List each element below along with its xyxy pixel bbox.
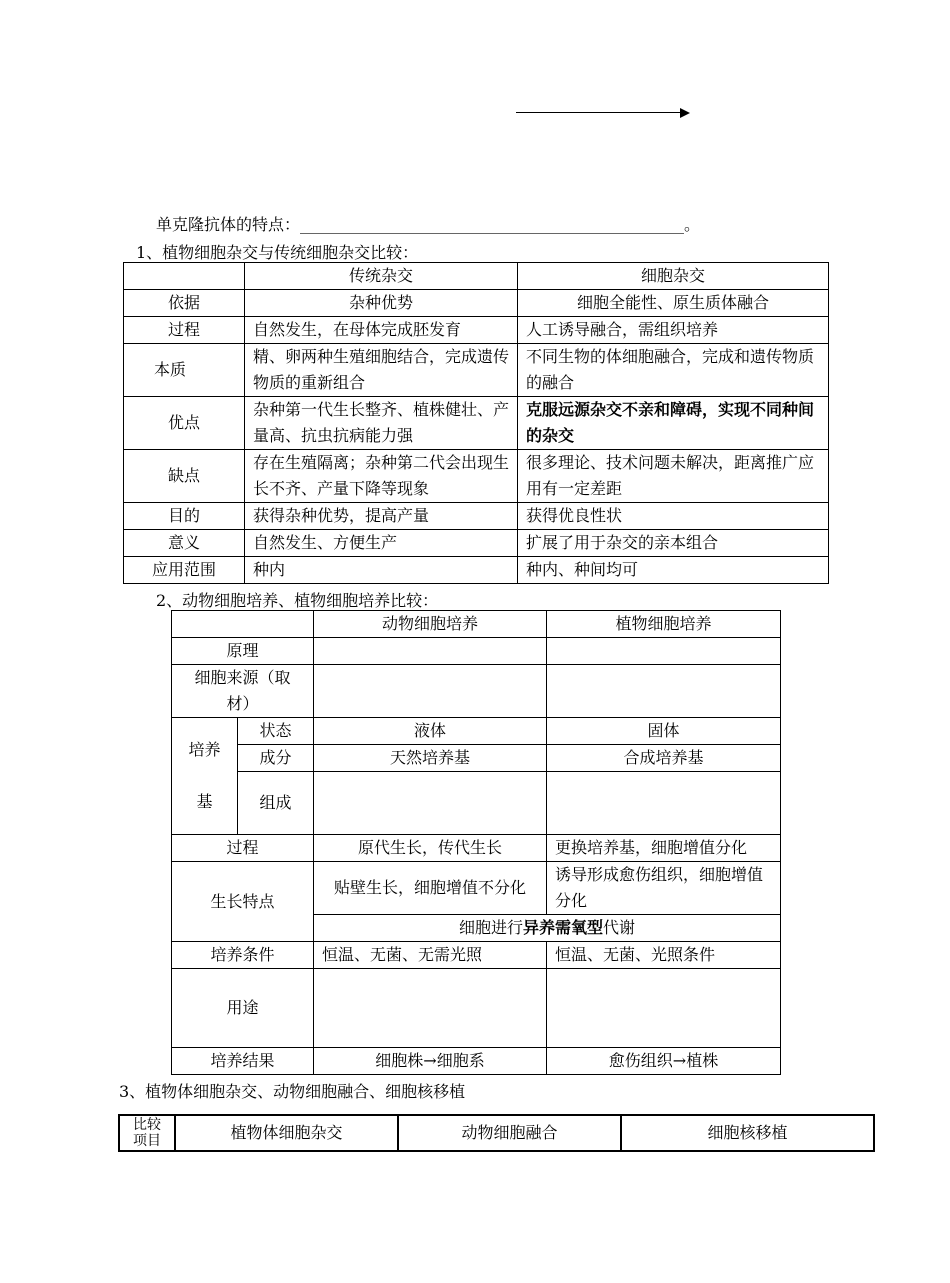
metab-bold-text: 异养需氧型 <box>522 918 603 937</box>
empty-cell[interactable] <box>547 772 781 835</box>
table-cell: 愈伤组织→植株 <box>547 1048 781 1075</box>
table-row <box>124 317 829 344</box>
table-cell: 液体 <box>314 718 547 745</box>
header-cell: 细胞杂交 <box>518 263 829 290</box>
empty-cell[interactable] <box>314 638 547 665</box>
table-header-row <box>124 263 829 290</box>
empty-cell[interactable] <box>547 665 781 718</box>
table-cell: 种内 <box>245 557 518 584</box>
empty-cell[interactable] <box>314 969 547 1048</box>
table-cell: 贴壁生长，细胞增值不分化 <box>314 862 547 915</box>
table-cell: 细胞全能性、原生质体融合 <box>518 290 829 317</box>
section1-title: 1、植物细胞杂交与传统细胞杂交比较： <box>136 243 419 262</box>
table-cell: 固体 <box>547 718 781 745</box>
table-row <box>124 290 829 317</box>
table-cell: 获得优良性状 <box>518 503 829 530</box>
header-cell <box>124 263 245 290</box>
table-row <box>172 745 781 772</box>
row-label: 用途 <box>172 969 314 1048</box>
table-cell: 不同生物的体细胞融合，完成和遗传物质的融合 <box>518 344 829 397</box>
medium-label-b: 基 <box>196 792 213 811</box>
header-cell: 动物细胞培养 <box>314 611 547 638</box>
table-cell: 很多理论、技术问题未解决，距离推广应用有一定差距 <box>518 450 829 503</box>
row-label: 过程 <box>172 835 314 862</box>
table-cell: 存在生殖隔离；杂种第二代会出现生长不齐、产量下降等现象 <box>245 450 518 503</box>
table-cell: 自然发生、方便生产 <box>245 530 518 557</box>
header-cell: 传统杂交 <box>245 263 518 290</box>
mab-blank[interactable]: ________________________________________________ <box>300 215 685 234</box>
row-label: 目的 <box>124 503 245 530</box>
section3-title: 3、植物体细胞杂交、动物细胞融合、细胞核移植 <box>119 1082 466 1101</box>
mab-label: 单克隆抗体的特点： <box>156 215 301 234</box>
empty-cell[interactable] <box>547 969 781 1048</box>
row-label: 依据 <box>124 290 245 317</box>
table-cell: 人工诱导融合，需组织培养 <box>518 317 829 344</box>
arrow-head-icon <box>680 108 690 118</box>
empty-cell[interactable] <box>547 638 781 665</box>
table-cell: 原代生长，传代生长 <box>314 835 547 862</box>
table-row <box>172 969 781 1048</box>
header-cell: 植物细胞培养 <box>547 611 781 638</box>
row-label: 优点 <box>124 397 245 450</box>
table-row <box>172 862 781 915</box>
table-cell: 恒温、无菌、光照条件 <box>547 942 781 969</box>
metabolism-cell <box>314 915 781 942</box>
table-row <box>124 503 829 530</box>
row-label: 成分 <box>238 745 314 772</box>
table-cell: 精、卵两种生殖细胞结合，完成遗传物质的重新组合 <box>245 344 518 397</box>
header-cell: 细胞核移植 <box>621 1115 874 1151</box>
row-label: 生长特点 <box>172 862 314 942</box>
hybrid-comparison-table <box>123 262 829 584</box>
row-label: 组成 <box>238 772 314 835</box>
table-cell: 扩展了用于杂交的亲本组合 <box>518 530 829 557</box>
metab-text: 代谢 <box>603 918 636 937</box>
mab-end: 。 <box>684 215 701 234</box>
table-cell: 克服远源杂交不亲和障碍，实现不同种间的杂交 <box>518 397 829 450</box>
section2-title: 2、动物细胞培养、植物细胞培养比较： <box>156 591 439 610</box>
empty-cell[interactable] <box>314 772 547 835</box>
row-label: 过程 <box>124 317 245 344</box>
row-label: 细胞来源（取材） <box>172 665 314 718</box>
mab-line <box>156 212 700 235</box>
table-cell: 诱导形成愈伤组织，细胞增值分化 <box>547 862 781 915</box>
table-row <box>172 638 781 665</box>
table-row <box>124 557 829 584</box>
table-row <box>124 397 829 450</box>
row-label: 缺点 <box>124 450 245 503</box>
table-cell: 杂种优势 <box>245 290 518 317</box>
table-row <box>172 718 781 745</box>
compare-item-label: 比较项目 <box>133 1117 161 1149</box>
medium-label-a: 培养 <box>188 740 221 759</box>
culture-comparison-table <box>171 610 781 1075</box>
table-cell: 细胞株→细胞系 <box>314 1048 547 1075</box>
table-header-row <box>119 1115 874 1151</box>
header-cell: 动物细胞融合 <box>398 1115 621 1151</box>
table-row <box>124 530 829 557</box>
header-cell: 植物体细胞杂交 <box>175 1115 398 1151</box>
table-row <box>124 344 829 397</box>
table-cell: 天然培养基 <box>314 745 547 772</box>
row-label: 意义 <box>124 530 245 557</box>
row-label: 原理 <box>172 638 314 665</box>
table-row <box>172 942 781 969</box>
row-label: 应用范围 <box>124 557 245 584</box>
row-label: 本质 <box>124 344 245 397</box>
table-row <box>124 450 829 503</box>
table-row <box>172 1048 781 1075</box>
table-cell: 自然发生，在母体完成胚发育 <box>245 317 518 344</box>
table-cell: 恒温、无菌、无需光照 <box>314 942 547 969</box>
table-cell: 获得杂种优势，提高产量 <box>245 503 518 530</box>
table-cell: 种内、种间均可 <box>518 557 829 584</box>
arrow-line <box>516 112 680 113</box>
header-cell <box>172 611 314 638</box>
table-row <box>172 835 781 862</box>
table-header-row <box>172 611 781 638</box>
table-row <box>172 665 781 718</box>
table-cell: 杂种第一代生长整齐、植株健壮、产量高、抗虫抗病能力强 <box>245 397 518 450</box>
row-label: 培养结果 <box>172 1048 314 1075</box>
table-row <box>172 772 781 835</box>
empty-cell[interactable] <box>314 665 547 718</box>
table-cell: 更换培养基，细胞增值分化 <box>547 835 781 862</box>
metab-text: 细胞进行 <box>458 918 523 937</box>
table-cell: 合成培养基 <box>547 745 781 772</box>
medium-label <box>172 718 238 835</box>
row-label: 状态 <box>238 718 314 745</box>
header-cell <box>119 1115 175 1151</box>
row-label: 培养条件 <box>172 942 314 969</box>
fusion-comparison-table <box>118 1114 875 1152</box>
